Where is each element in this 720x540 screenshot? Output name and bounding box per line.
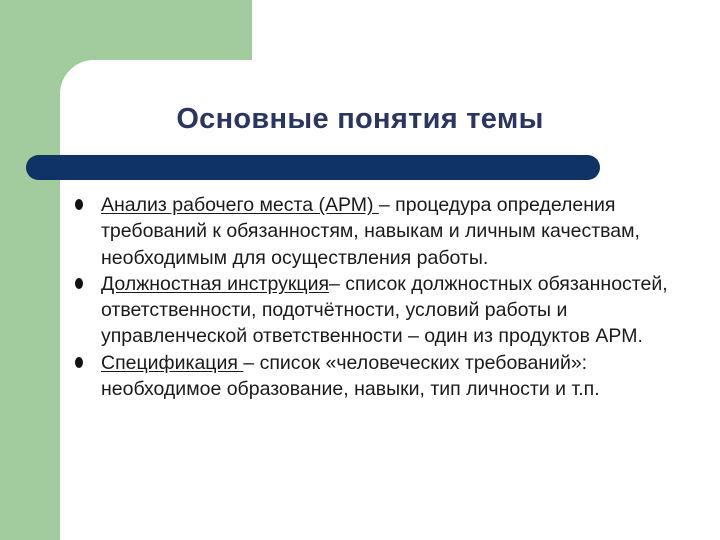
term-specification: Спецификация — [101, 351, 244, 374]
slide-title: Основные понятия темы — [176, 103, 544, 135]
term-job-description: Должностная инструкция — [101, 272, 330, 295]
bullet-item-specification — [75, 350, 675, 403]
definition-specification: – список «человеческих требований»: необходимое образование, навыки, тип личности и т.п. — [101, 351, 600, 401]
definition-arm: – процедура определения требований к обязанностям, навыкам и личным качествам, необходимым для осуществления работы. — [101, 194, 640, 269]
bullet-list — [75, 192, 675, 402]
definition-job-description: – список должностных обязанностей, ответственности, подотчётности, условий работы и управленческой ответственности – один из продуктов АРМ. — [101, 272, 668, 348]
bullet-dot-icon — [75, 357, 83, 368]
bullet-dot-icon — [75, 278, 83, 289]
term-arm: Анализ рабочего места (АРМ) — [101, 194, 379, 216]
bullet-dot-icon — [75, 199, 83, 210]
title-underline-bar — [26, 155, 600, 180]
bullet-item-arm — [75, 192, 675, 271]
bullet-item-job-description — [75, 271, 675, 350]
